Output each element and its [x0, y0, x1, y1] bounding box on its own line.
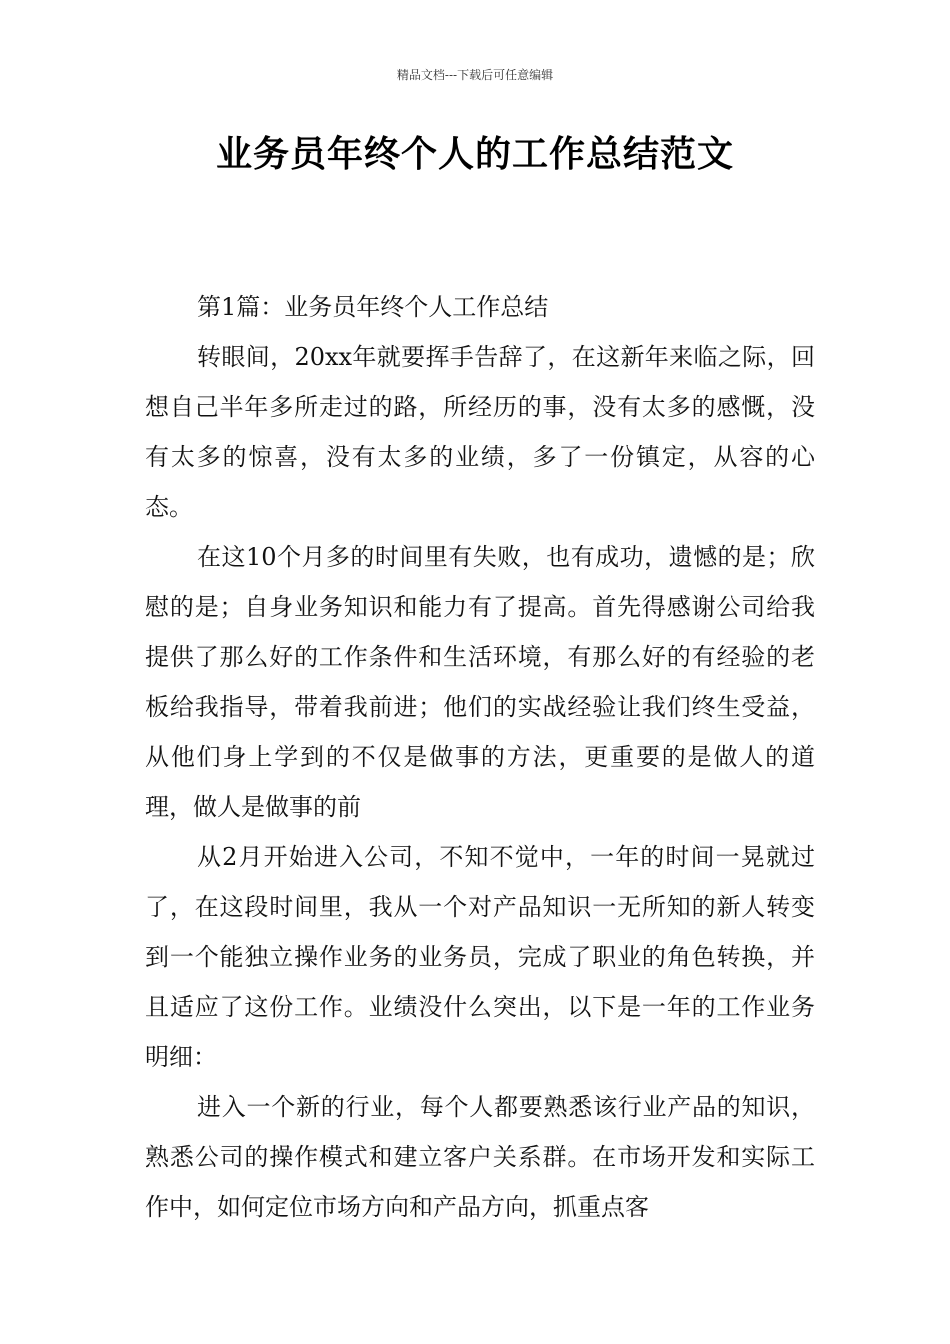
header-note: 精品文档---下载后可任意编辑 [396, 68, 554, 82]
document-body [145, 282, 815, 1232]
body-paragraph: 转眼间，20xx年就要挥手告辞了，在这新年来临之际，回想自己半年多所走过的路，所经历的事，没有太多的感慨，没有太多的惊喜，没有太多的业绩，多了一份镇定，从容的心态。 [145, 343, 815, 521]
section-heading: 第1篇：业务员年终个人工作总结 [197, 293, 549, 321]
document-title: 业务员年终个人的工作总结范文 [215, 134, 734, 175]
body-paragraph: 从2月开始进入公司，不知不觉中，一年的时间一晃就过了，在这段时间里，我从一个对产品知识一无所知的新人转变到一个能独立操作业务的业务员，完成了职业的角色转换，并且适应了这份工作。业绩没什么突出，以下是一年的工作业务明细： [145, 843, 815, 1071]
body-paragraph: 进入一个新的行业，每个人都要熟悉该行业产品的知识，熟悉公司的操作模式和建立客户关系群。在市场开发和实际工作中，如何定位市场方向和产品方向，抓重点客 [145, 1093, 815, 1221]
body-paragraph: 在这10个月多的时间里有失败，也有成功，遗憾的是；欣慰的是；自身业务知识和能力有了提高。首先得感谢公司给我提供了那么好的工作条件和生活环境，有那么好的有经验的老板给我指导，带着我前进；他们的实战经验让我们终生受益，从他们身上学到的不仅是做事的方法，更重要的是做人的道理，做人是做事的前 [145, 543, 815, 821]
